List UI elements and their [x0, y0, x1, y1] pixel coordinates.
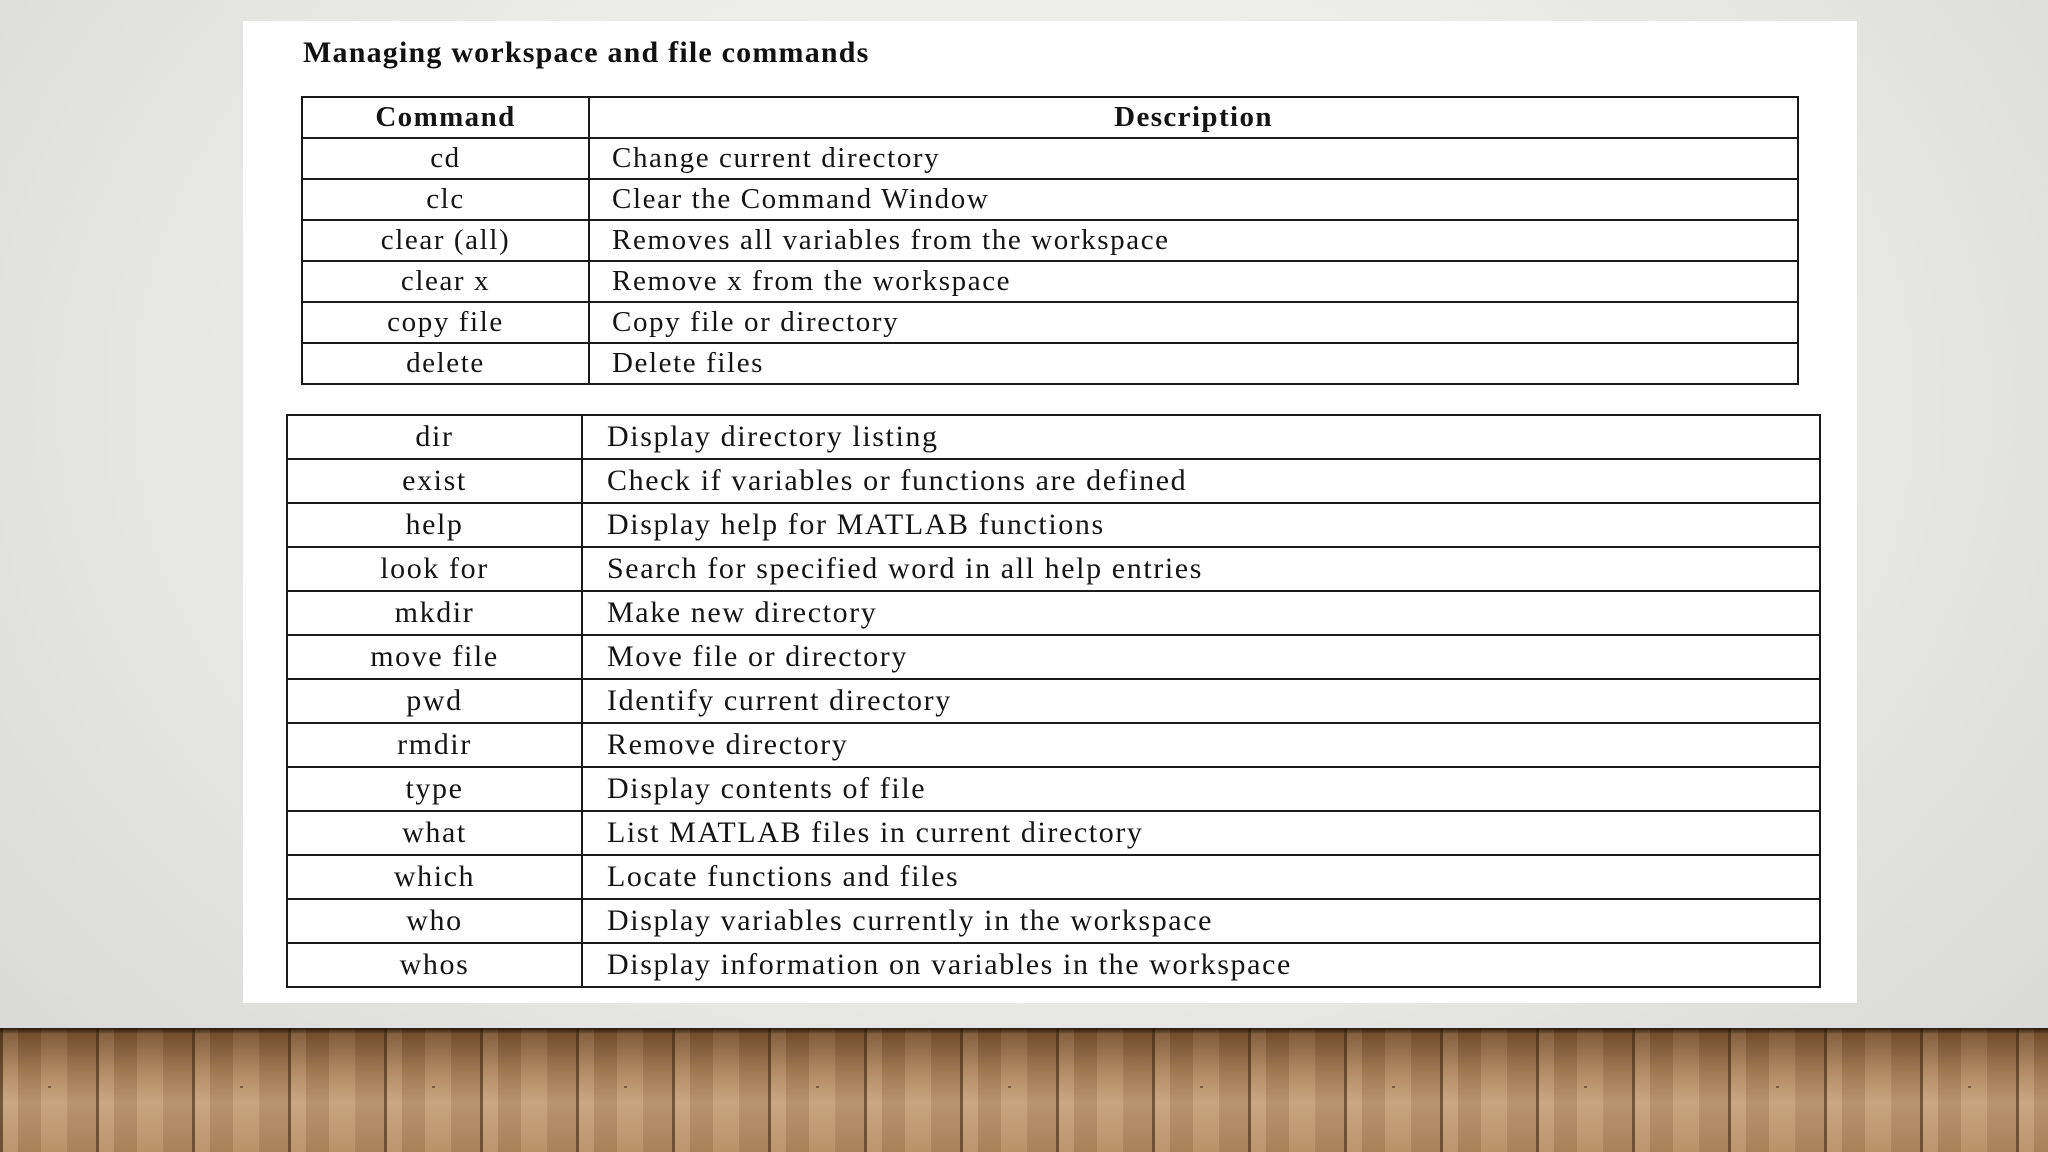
description-cell: Change current directory: [589, 138, 1798, 179]
commands-table-1: [301, 96, 1799, 385]
command-cell: what: [287, 811, 582, 855]
command-cell: cd: [302, 138, 589, 179]
command-cell: rmdir: [287, 723, 582, 767]
description-cell: Check if variables or functions are defined: [582, 459, 1820, 503]
command-cell: clc: [302, 179, 589, 220]
table-row: [302, 138, 1798, 179]
table-row: [287, 459, 1820, 503]
table-row: [287, 811, 1820, 855]
column-header-description: Description: [589, 97, 1798, 138]
command-cell: who: [287, 899, 582, 943]
description-cell: Identify current directory: [582, 679, 1820, 723]
table-row: [287, 855, 1820, 899]
description-cell: Display help for MATLAB functions: [582, 503, 1820, 547]
commands-table-2: [286, 414, 1821, 988]
table-header-row: [302, 97, 1798, 138]
description-cell: Make new directory: [582, 591, 1820, 635]
command-cell: delete: [302, 343, 589, 384]
table-row: [287, 943, 1820, 987]
description-cell: Move file or directory: [582, 635, 1820, 679]
description-cell: Removes all variables from the workspace: [589, 220, 1798, 261]
table-row: [302, 179, 1798, 220]
table-row: [287, 415, 1820, 459]
description-cell: Display variables currently in the workspace: [582, 899, 1820, 943]
table-row: [287, 591, 1820, 635]
description-cell: Locate functions and files: [582, 855, 1820, 899]
table-row: [302, 343, 1798, 384]
command-cell: look for: [287, 547, 582, 591]
command-cell: clear (all): [302, 220, 589, 261]
description-cell: Clear the Command Window: [589, 179, 1798, 220]
table-row: [287, 503, 1820, 547]
description-cell: Search for specified word in all help entries: [582, 547, 1820, 591]
description-cell: Display directory listing: [582, 415, 1820, 459]
column-header-command: Command: [302, 97, 589, 138]
command-cell: copy file: [302, 302, 589, 343]
description-cell: Display information on variables in the workspace: [582, 943, 1820, 987]
table-row: [287, 679, 1820, 723]
table-row: [287, 899, 1820, 943]
command-cell: pwd: [287, 679, 582, 723]
command-cell: mkdir: [287, 591, 582, 635]
table-row: [287, 635, 1820, 679]
document-title: Managing workspace and file commands: [303, 36, 870, 69]
description-cell: Display contents of file: [582, 767, 1820, 811]
table-row: [287, 547, 1820, 591]
command-cell: which: [287, 855, 582, 899]
command-cell: clear x: [302, 261, 589, 302]
table-row: [287, 767, 1820, 811]
command-cell: dir: [287, 415, 582, 459]
table-row: [302, 261, 1798, 302]
command-cell: help: [287, 503, 582, 547]
wooden-floor-image: [0, 1028, 2048, 1152]
command-cell: type: [287, 767, 582, 811]
description-cell: Remove x from the workspace: [589, 261, 1798, 302]
description-cell: List MATLAB files in current directory: [582, 811, 1820, 855]
command-cell: exist: [287, 459, 582, 503]
table-row: [302, 220, 1798, 261]
command-cell: move file: [287, 635, 582, 679]
table-row: [287, 723, 1820, 767]
table-row: [302, 302, 1798, 343]
command-cell: whos: [287, 943, 582, 987]
description-cell: Delete files: [589, 343, 1798, 384]
description-cell: Copy file or directory: [589, 302, 1798, 343]
description-cell: Remove directory: [582, 723, 1820, 767]
